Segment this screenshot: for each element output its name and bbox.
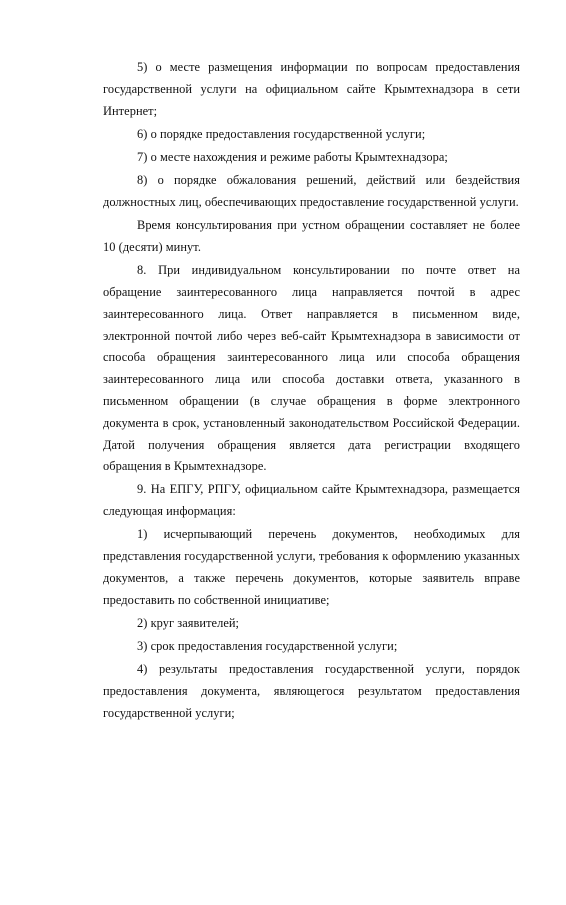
paragraph-item-3-term: 3) срок предоставления государственной услуги; <box>137 639 398 654</box>
paragraph-item-8-appeal: 8) о порядке обжалования решений, действий или бездействия должностных лиц, обеспечивающих предоставление государственной услуги. <box>103 173 520 209</box>
paragraph-item-6-procedure: 6) о порядке предоставления государственной услуги; <box>137 126 426 141</box>
paragraph-item-2-applicants: 2) круг заявителей; <box>137 616 240 631</box>
paragraph-section-8-mail-consultation: 8. При индивидуальном консультировании по почте ответ на обращение заинтересованного лица направляется почтой в адрес заинтересованного лица. Ответ направляется в письменном виде, электронной почтой либо через веб-сайт Крымтехнадзора в зависимости от способа обращения заинтересованного лица или способа обращения заинтересованного лица или способа доставки ответа, указанного в письменном обращении (в случае обращения в форме электронного документа в срок, установленный законодательством Российской Федерации. Датой получения обращения является дата регистрации входящего обращения в Крымтехнадзоре. <box>103 263 520 474</box>
document-page <box>103 57 520 725</box>
paragraph-item-1-documents-list: 1) исчерпывающий перечень документов, необходимых для представления государственной услуги, требования к оформлению указанных документов, а также перечень документов, которые заявитель вправе предоставить по собственной инициативе; <box>103 527 520 607</box>
paragraph-item-7-location: 7) о месте нахождения и режиме работы Крымтехнадзора; <box>137 149 448 164</box>
paragraph-item-4-results: 4) результаты предоставления государственной услуги, порядок предоставления документа, являющегося результатом предоставления государственной услуги; <box>103 662 520 721</box>
paragraph-item-5-info-placement: 5) о месте размещения информации по вопросам предоставления государственной услуги на официальном сайте Крымтехнадзора в сети Интернет; <box>103 60 520 118</box>
paragraph-consultation-time: Время консультирования при устном обращении составляет не более 10 (десяти) минут. <box>103 218 520 254</box>
paragraph-section-9-published-info: 9. На ЕПГУ, РПГУ, официальном сайте Крымтехнадзора, размещается следующая информация: <box>103 482 520 519</box>
